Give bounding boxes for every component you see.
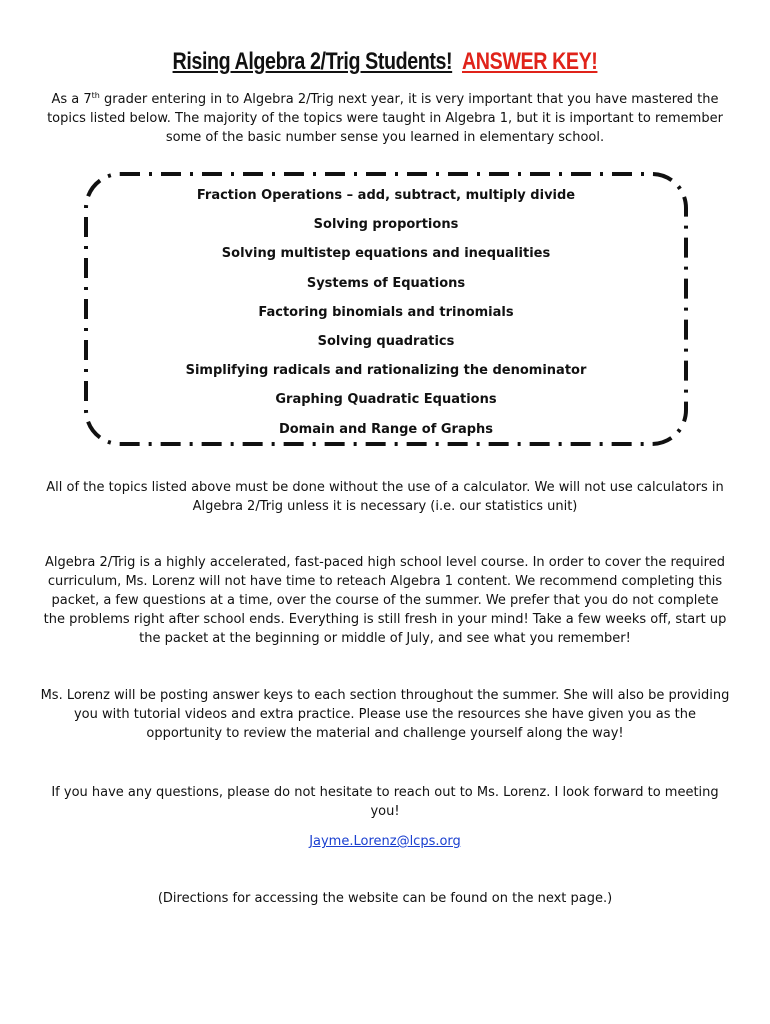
calculator-paragraph: All of the topics listed above must be done without the use of a calculator. We will not use calculators in Algebra 2/Trig unless it is necessary (i.e. our statistics unit) — [46, 480, 724, 514]
topic-item: Fraction Operations – add, subtract, multiply divide — [196, 188, 576, 203]
topic-item: Factoring binomials and trinomials — [258, 304, 514, 320]
topics-list — [80, 186, 692, 449]
topic-item: Domain and Range of Graphs — [278, 421, 494, 437]
course-paragraph: Algebra 2/Trig is a highly accelerated, fast-paced high school level course. In order to cover the required curriculum, Ms. Lorenz will not have time to reteach Algebra 1 content. We recommend completing this packet, a few questions at a time, over the course of the summer. We prefer that you do not complete the problems right after school ends. Everything is still fresh in your mind! Take a few weeks off, start up the packet at the beginning or middle of July, and see what you remember! — [43, 555, 727, 646]
answer-keys-paragraph: Ms. Lorenz will be posting answer keys to each section throughout the summer. She will also be providing you with tutorial videos and extra practice. Please use the resources she have given you as the opportunity to review the material and challenge yourself along the way! — [40, 688, 730, 741]
title-answer-key: ANSWER KEY! — [462, 48, 598, 75]
directions-note: (Directions for accessing the website can be found on the next page.) — [157, 891, 613, 906]
intro-after: grader entering in to Algebra 2/Trig next year, it is very important that you have mastered the topics listed below. The majority of the topics were taught in Algebra 1, but it is important to remember some of the basic number sense you learned in elementary school. — [47, 92, 723, 145]
title-main: Rising Algebra 2/Trig Students! — [172, 48, 453, 75]
topic-item: Systems of Equations — [306, 275, 466, 291]
topic-item: Simplifying radicals and rationalizing the denominator — [185, 363, 587, 379]
email-link[interactable]: Jayme.Lorenz@lcps.org — [309, 834, 461, 849]
topic-item: Solving multistep equations and inequalities — [221, 246, 551, 262]
email-line — [40, 832, 730, 851]
questions-paragraph: If you have any questions, please do not hesitate to reach out to Ms. Lorenz. I look forward to meeting you! — [51, 785, 719, 819]
intro-superscript: th — [91, 91, 100, 100]
intro-before: As a 7 — [51, 92, 92, 107]
topic-item: Graphing Quadratic Equations — [275, 392, 497, 408]
page-title — [69, 48, 700, 76]
topics-box — [80, 168, 692, 450]
intro-paragraph — [40, 90, 730, 147]
topic-item: Solving proportions — [313, 217, 459, 233]
topic-item: Solving quadratics — [317, 333, 455, 349]
